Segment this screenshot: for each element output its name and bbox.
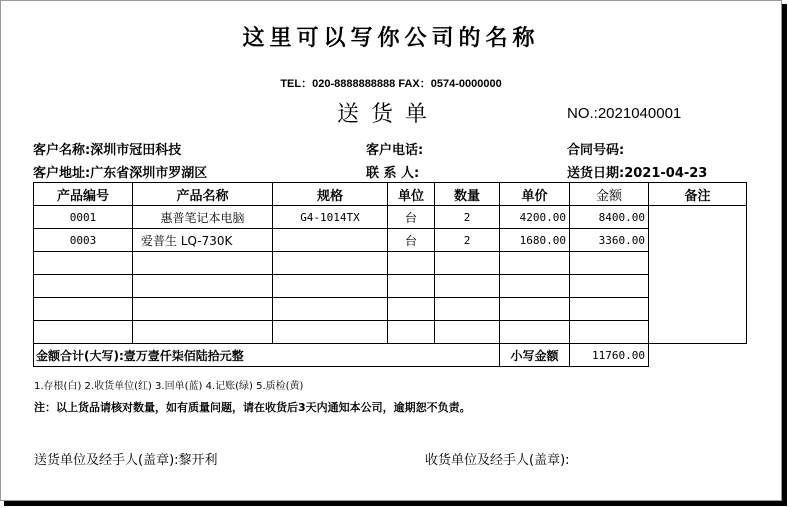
cell-name bbox=[133, 275, 273, 298]
cell-qty bbox=[435, 321, 500, 344]
cell-name bbox=[133, 321, 273, 344]
cell-spec bbox=[273, 252, 388, 275]
cell-amount: 8400.00 bbox=[570, 206, 649, 229]
cell-code bbox=[34, 252, 133, 275]
cell-unit bbox=[388, 275, 435, 298]
document-number: NO.:2021040001 bbox=[567, 105, 682, 122]
table-row bbox=[34, 206, 747, 229]
header-product-name: 产品名称 bbox=[133, 183, 273, 206]
table-header-row bbox=[34, 183, 747, 206]
cell-amount bbox=[570, 321, 649, 344]
customer-name: 客户名称:深圳市冠田科技 bbox=[33, 143, 182, 158]
cell-qty: 2 bbox=[435, 229, 500, 252]
cell-name: 爱普生 LQ-730K bbox=[133, 229, 273, 252]
sender-signature: 送货单位及经手人(盖章):黎开利 bbox=[34, 453, 218, 468]
cell-name bbox=[133, 252, 273, 275]
total-small-value: 11760.00 bbox=[570, 344, 649, 367]
delivery-date: 送货日期:2021-04-23 bbox=[567, 166, 708, 181]
cell-spec bbox=[273, 275, 388, 298]
header-spec: 规格 bbox=[273, 183, 388, 206]
cell-spec bbox=[273, 298, 388, 321]
header-unit-price: 单价 bbox=[500, 183, 570, 206]
header-amount: 金额 bbox=[570, 183, 649, 206]
cell-qty: 2 bbox=[435, 206, 500, 229]
header-remarks: 备注 bbox=[649, 183, 747, 206]
cell-price bbox=[500, 298, 570, 321]
cell-amount bbox=[570, 275, 649, 298]
table-row bbox=[34, 229, 747, 252]
cell-spec bbox=[273, 229, 388, 252]
cell-qty bbox=[435, 298, 500, 321]
cell-name: 惠普笔记本电脑 bbox=[133, 206, 273, 229]
cell-code bbox=[34, 298, 133, 321]
cell-amount bbox=[570, 252, 649, 275]
cell-price: 4200.00 bbox=[500, 206, 570, 229]
header-product-code: 产品编号 bbox=[34, 183, 133, 206]
receiver-signature: 收货单位及经手人(盖章): bbox=[425, 453, 570, 468]
cell-spec: G4-1014TX bbox=[273, 206, 388, 229]
total-in-words: 金额合计(大写):壹万壹仟柒佰陆拾元整 bbox=[34, 344, 500, 367]
table-row bbox=[34, 275, 747, 298]
company-name: 这里可以写你公司的名称 bbox=[242, 25, 540, 51]
total-small-label: 小写金额 bbox=[500, 344, 570, 367]
table-row bbox=[34, 298, 747, 321]
cell-qty bbox=[435, 275, 500, 298]
copies-legend: 1.存根(白) 2.收货单位(红) 3.回单(蓝) 4.记账(绿) 5.质检(黄) bbox=[34, 381, 304, 392]
cell-code: 0003 bbox=[34, 229, 133, 252]
notice-text: 注：以上货品请核对数量，如有质量问题，请在收货后3天内通知本公司，逾期恕不负责。 bbox=[34, 401, 471, 414]
cell-price: 1680.00 bbox=[500, 229, 570, 252]
items-table bbox=[33, 182, 747, 367]
cell-unit: 台 bbox=[388, 229, 435, 252]
cell-remarks bbox=[649, 206, 747, 344]
cell-unit bbox=[388, 321, 435, 344]
table-row bbox=[34, 252, 747, 275]
cell-unit bbox=[388, 252, 435, 275]
header-unit: 单位 bbox=[388, 183, 435, 206]
document-title: 送货单 bbox=[337, 102, 440, 127]
cell-amount: 3360.00 bbox=[570, 229, 649, 252]
total-row bbox=[34, 344, 747, 367]
total-row-blank bbox=[649, 344, 747, 367]
header-quantity: 数量 bbox=[435, 183, 500, 206]
cell-amount bbox=[570, 298, 649, 321]
cell-spec bbox=[273, 321, 388, 344]
cell-price bbox=[500, 252, 570, 275]
customer-address: 客户地址:广东省深圳市罗湖区 bbox=[33, 166, 208, 181]
contact-person: 联 系 人: bbox=[366, 166, 420, 181]
table-row bbox=[34, 321, 747, 344]
contract-number: 合同号码: bbox=[567, 143, 625, 158]
cell-name bbox=[133, 298, 273, 321]
cell-unit bbox=[388, 298, 435, 321]
cell-code bbox=[34, 275, 133, 298]
customer-phone: 客户电话: bbox=[366, 143, 424, 158]
cell-code bbox=[34, 321, 133, 344]
tel-fax: TEL：020-8888888888 FAX：0574-0000000 bbox=[280, 78, 502, 90]
cell-unit: 台 bbox=[388, 206, 435, 229]
cell-qty bbox=[435, 252, 500, 275]
cell-code: 0001 bbox=[34, 206, 133, 229]
cell-price bbox=[500, 275, 570, 298]
cell-price bbox=[500, 321, 570, 344]
